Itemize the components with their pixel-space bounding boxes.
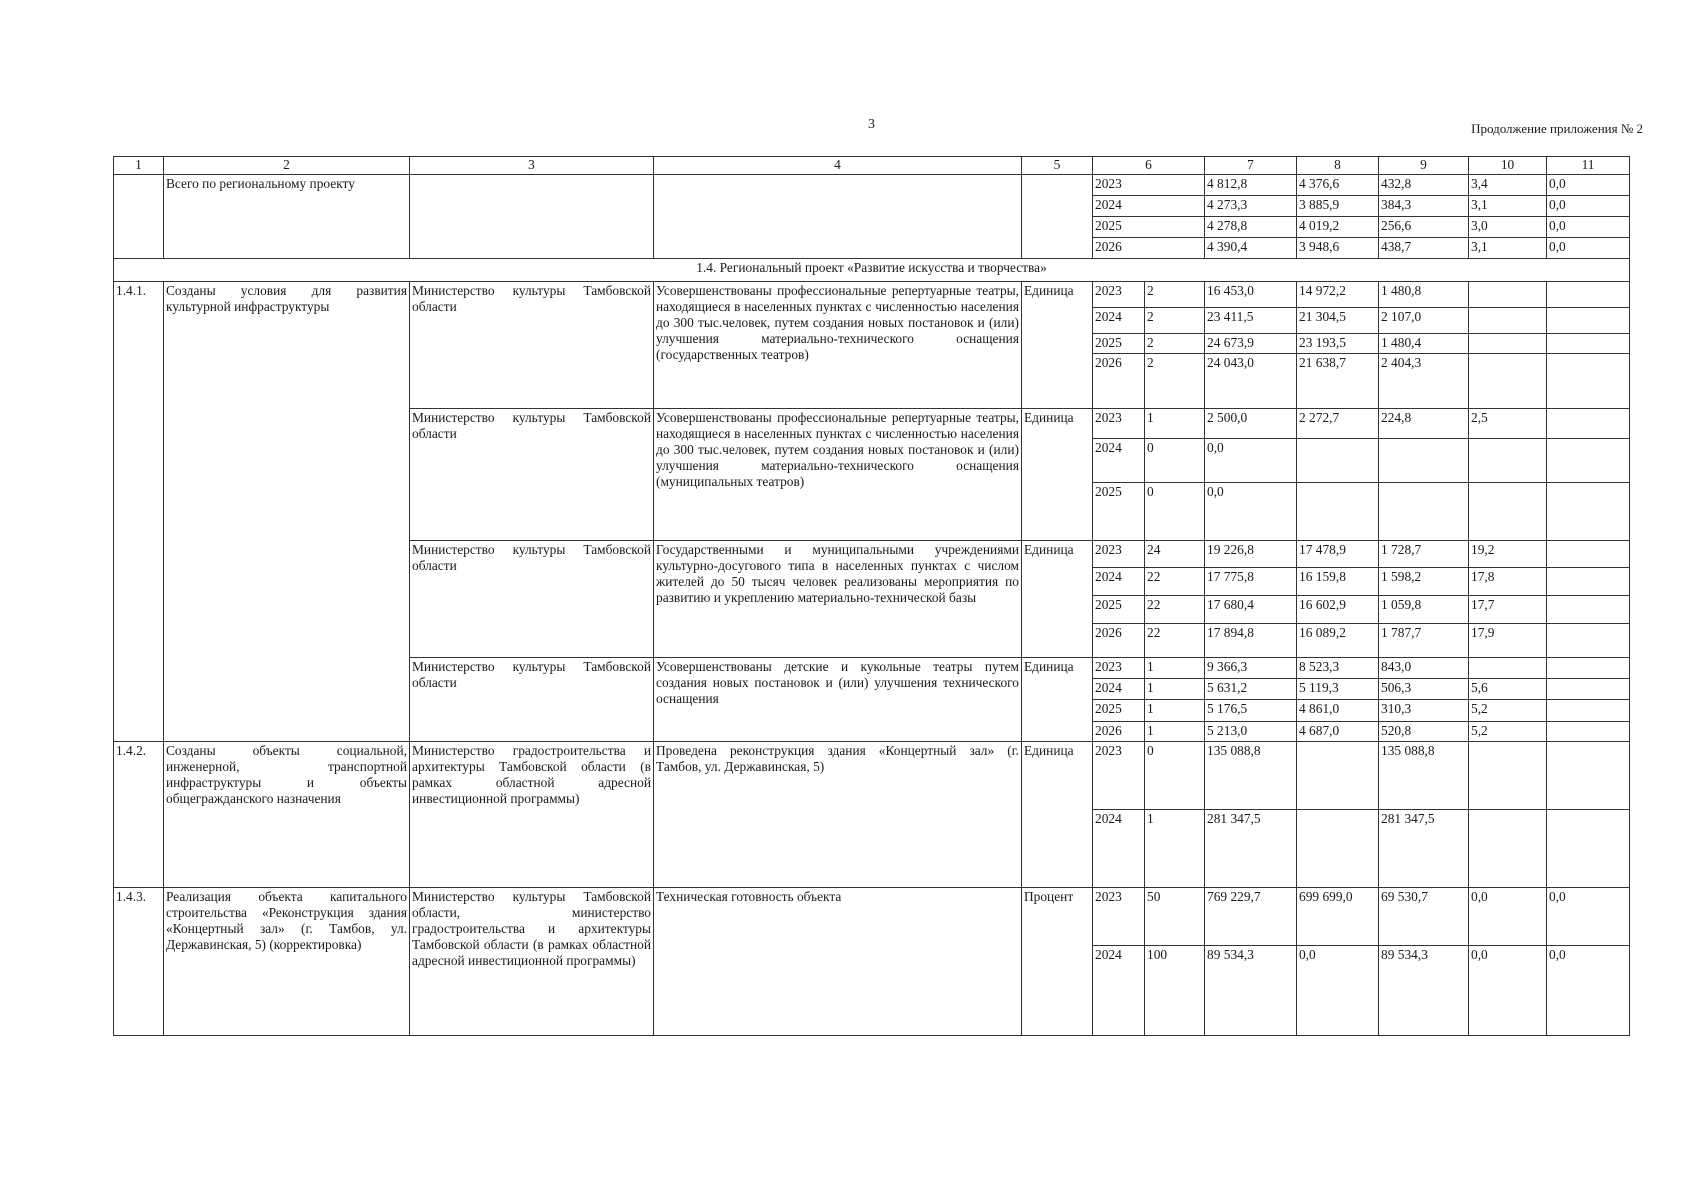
col-header-4: 4 <box>654 157 1022 175</box>
other-funding-cell <box>1547 679 1630 700</box>
federal-funding-cell: 5 119,3 <box>1297 679 1379 700</box>
other-funding-cell: 0,0 <box>1547 888 1630 946</box>
federal-funding-cell: 16 159,8 <box>1297 568 1379 596</box>
local-funding-cell: 3,4 <box>1469 175 1547 196</box>
section-title-row <box>114 259 1630 282</box>
year-cell: 2026 <box>1093 624 1145 658</box>
regional-funding-cell: 2 107,0 <box>1379 308 1469 334</box>
local-funding-cell: 17,8 <box>1469 568 1547 596</box>
year-cell: 2024 <box>1093 568 1145 596</box>
regional-funding-cell: 256,6 <box>1379 217 1469 238</box>
year-cell: 2024 <box>1093 946 1145 1036</box>
other-funding-cell <box>1547 483 1630 541</box>
col-header-7: 7 <box>1205 157 1297 175</box>
regional-funding-cell: 1 728,7 <box>1379 541 1469 568</box>
total-funding-cell: 23 411,5 <box>1205 308 1297 334</box>
total-funding-cell: 4 812,8 <box>1205 175 1297 196</box>
section-title: 1.4. Региональный проект «Развитие искусства и творчества» <box>114 259 1630 282</box>
local-funding-cell: 2,5 <box>1469 409 1547 439</box>
other-funding-cell <box>1547 439 1630 483</box>
responsible-org-cell: Министерство градостроительства и архитектуры Тамбовской области (в рамках областной адресной инвестиционной программы) <box>410 742 654 888</box>
regional-funding-cell: 89 534,3 <box>1379 946 1469 1036</box>
year-cell: 2023 <box>1093 888 1145 946</box>
regional-funding-cell: 1 480,8 <box>1379 282 1469 308</box>
target-value-cell: 22 <box>1145 624 1205 658</box>
indicator-cell <box>654 175 1022 259</box>
year-cell: 2025 <box>1093 483 1145 541</box>
local-funding-cell <box>1469 334 1547 354</box>
local-funding-cell: 3,1 <box>1469 238 1547 259</box>
federal-funding-cell: 4 687,0 <box>1297 722 1379 742</box>
col-header-11: 11 <box>1547 157 1630 175</box>
indicator-cell: Техническая готовность объекта <box>654 888 1022 1036</box>
total-funding-cell: 17 894,8 <box>1205 624 1297 658</box>
regional-funding-cell: 843,0 <box>1379 658 1469 679</box>
target-value-cell: 2 <box>1145 282 1205 308</box>
federal-funding-cell: 4 861,0 <box>1297 700 1379 722</box>
page-number: 3 <box>868 117 875 132</box>
regional-funding-cell: 1 598,2 <box>1379 568 1469 596</box>
regional-funding-cell: 506,3 <box>1379 679 1469 700</box>
total-funding-cell: 4 273,3 <box>1205 196 1297 217</box>
total-funding-cell: 5 631,2 <box>1205 679 1297 700</box>
number-cell <box>114 175 164 259</box>
item-name-cell: Созданы объекты социальной, инженерной, транспортной инфраструктуры и объекты общегражданского назначения <box>164 742 410 888</box>
other-funding-cell <box>1547 810 1630 888</box>
year-cell: 2025 <box>1093 217 1205 238</box>
target-value-cell: 100 <box>1145 946 1205 1036</box>
federal-funding-cell: 3 885,9 <box>1297 196 1379 217</box>
local-funding-cell: 19,2 <box>1469 541 1547 568</box>
org-cell <box>410 175 654 259</box>
program-table <box>113 156 1630 1036</box>
target-value-cell: 0 <box>1145 483 1205 541</box>
total-funding-cell: 4 390,4 <box>1205 238 1297 259</box>
federal-funding-cell: 17 478,9 <box>1297 541 1379 568</box>
total-funding-cell: 0,0 <box>1205 483 1297 541</box>
local-funding-cell <box>1469 282 1547 308</box>
regional-funding-cell: 2 404,3 <box>1379 354 1469 409</box>
target-value-cell: 1 <box>1145 409 1205 439</box>
federal-funding-cell: 4 376,6 <box>1297 175 1379 196</box>
total-funding-cell: 281 347,5 <box>1205 810 1297 888</box>
regional-funding-cell: 520,8 <box>1379 722 1469 742</box>
local-funding-cell <box>1469 439 1547 483</box>
column-number-row <box>114 157 1630 175</box>
table-body <box>114 175 1630 1036</box>
item-number-cell: 1.4.1. <box>114 282 164 742</box>
unit-cell <box>1022 175 1093 259</box>
total-funding-cell: 135 088,8 <box>1205 742 1297 810</box>
item-name-cell: Реализация объекта капитального строительства «Реконструкция здания «Концертный зал» (г. Тамбов, ул. Державинская, 5) (корректировка) <box>164 888 410 1036</box>
local-funding-cell: 3,1 <box>1469 196 1547 217</box>
total-funding-cell: 4 278,8 <box>1205 217 1297 238</box>
local-funding-cell <box>1469 742 1547 810</box>
total-label-cell: Всего по региональному проекту <box>164 175 410 259</box>
regional-funding-cell: 135 088,8 <box>1379 742 1469 810</box>
indicator-cell: Государственными и муниципальными учреждениями культурно-досугового типа в населенных пунктах с числом жителей до 50 тысяч человек реализованы мероприятия по развитию и укреплению материально-технической базы <box>654 541 1022 658</box>
year-cell: 2024 <box>1093 679 1145 700</box>
col-header-6: 6 <box>1093 157 1205 175</box>
federal-funding-cell: 2 272,7 <box>1297 409 1379 439</box>
year-cell: 2025 <box>1093 334 1145 354</box>
local-funding-cell <box>1469 354 1547 409</box>
federal-funding-cell: 21 304,5 <box>1297 308 1379 334</box>
regional-funding-cell: 224,8 <box>1379 409 1469 439</box>
other-funding-cell <box>1547 541 1630 568</box>
federal-funding-cell: 8 523,3 <box>1297 658 1379 679</box>
target-value-cell: 50 <box>1145 888 1205 946</box>
regional-funding-cell: 1 787,7 <box>1379 624 1469 658</box>
federal-funding-cell: 16 089,2 <box>1297 624 1379 658</box>
year-cell: 2025 <box>1093 596 1145 624</box>
total-row <box>114 175 1630 196</box>
item-number-cell: 1.4.2. <box>114 742 164 888</box>
target-value-cell: 1 <box>1145 722 1205 742</box>
indicator-cell: Усовершенствованы детские и кукольные театры путем создания новых постановок и (или) улучшения технического оснащения <box>654 658 1022 742</box>
table-row <box>114 742 1630 810</box>
federal-funding-cell: 14 972,2 <box>1297 282 1379 308</box>
col-header-3: 3 <box>410 157 654 175</box>
total-funding-cell: 16 453,0 <box>1205 282 1297 308</box>
target-value-cell: 2 <box>1145 354 1205 409</box>
responsible-org-cell: Министерство культуры Тамбовской области <box>410 409 654 541</box>
target-value-cell: 1 <box>1145 679 1205 700</box>
local-funding-cell: 0,0 <box>1469 946 1547 1036</box>
regional-funding-cell: 281 347,5 <box>1379 810 1469 888</box>
other-funding-cell <box>1547 722 1630 742</box>
federal-funding-cell: 23 193,5 <box>1297 334 1379 354</box>
total-funding-cell: 0,0 <box>1205 439 1297 483</box>
local-funding-cell <box>1469 483 1547 541</box>
table-row <box>114 888 1630 946</box>
total-funding-cell: 24 673,9 <box>1205 334 1297 354</box>
federal-funding-cell <box>1297 810 1379 888</box>
other-funding-cell <box>1547 282 1630 308</box>
federal-funding-cell <box>1297 439 1379 483</box>
responsible-org-cell: Министерство культуры Тамбовской области <box>410 541 654 658</box>
federal-funding-cell: 16 602,9 <box>1297 596 1379 624</box>
year-cell: 2023 <box>1093 409 1145 439</box>
col-header-10: 10 <box>1469 157 1547 175</box>
local-funding-cell: 0,0 <box>1469 888 1547 946</box>
total-funding-cell: 17 775,8 <box>1205 568 1297 596</box>
col-header-8: 8 <box>1297 157 1379 175</box>
target-value-cell: 2 <box>1145 308 1205 334</box>
year-cell: 2023 <box>1093 742 1145 810</box>
other-funding-cell: 0,0 <box>1547 175 1630 196</box>
federal-funding-cell: 21 638,7 <box>1297 354 1379 409</box>
year-cell: 2026 <box>1093 238 1205 259</box>
responsible-org-cell: Министерство культуры Тамбовской области <box>410 658 654 742</box>
target-value-cell: 24 <box>1145 541 1205 568</box>
total-funding-cell: 17 680,4 <box>1205 596 1297 624</box>
target-value-cell: 22 <box>1145 596 1205 624</box>
other-funding-cell: 0,0 <box>1547 217 1630 238</box>
target-value-cell: 0 <box>1145 439 1205 483</box>
local-funding-cell <box>1469 658 1547 679</box>
year-cell: 2023 <box>1093 541 1145 568</box>
table-row <box>114 282 1630 308</box>
other-funding-cell <box>1547 658 1630 679</box>
year-cell: 2023 <box>1093 175 1205 196</box>
local-funding-cell <box>1469 308 1547 334</box>
local-funding-cell: 17,9 <box>1469 624 1547 658</box>
other-funding-cell <box>1547 742 1630 810</box>
unit-cell: Единица <box>1022 409 1093 541</box>
total-funding-cell: 9 366,3 <box>1205 658 1297 679</box>
regional-funding-cell: 1 059,8 <box>1379 596 1469 624</box>
responsible-org-cell: Министерство культуры Тамбовской области <box>410 282 654 409</box>
federal-funding-cell: 4 019,2 <box>1297 217 1379 238</box>
year-cell: 2024 <box>1093 308 1145 334</box>
other-funding-cell <box>1547 354 1630 409</box>
target-value-cell: 2 <box>1145 334 1205 354</box>
other-funding-cell <box>1547 624 1630 658</box>
col-header-5: 5 <box>1022 157 1093 175</box>
year-cell: 2026 <box>1093 722 1145 742</box>
indicator-cell: Усовершенствованы профессиональные репертуарные театры, находящиеся в населенных пунктах с численностью населения до 300 тыс.человек, путем создания новых постановок и (или) улучшения материально-технического оснащения (государственных театров) <box>654 282 1022 409</box>
total-funding-cell: 5 213,0 <box>1205 722 1297 742</box>
other-funding-cell <box>1547 308 1630 334</box>
unit-cell: Единица <box>1022 282 1093 409</box>
target-value-cell: 1 <box>1145 658 1205 679</box>
regional-funding-cell: 438,7 <box>1379 238 1469 259</box>
federal-funding-cell: 699 699,0 <box>1297 888 1379 946</box>
continuation-note: Продолжение приложения № 2 <box>1471 121 1643 136</box>
regional-funding-cell: 384,3 <box>1379 196 1469 217</box>
year-cell: 2023 <box>1093 282 1145 308</box>
item-number-cell: 1.4.3. <box>114 888 164 1036</box>
year-cell: 2023 <box>1093 658 1145 679</box>
year-cell: 2025 <box>1093 700 1145 722</box>
other-funding-cell: 0,0 <box>1547 946 1630 1036</box>
indicator-cell: Проведена реконструкция здания «Концертный зал» (г. Тамбов, ул. Державинская, 5) <box>654 742 1022 888</box>
total-funding-cell: 19 226,8 <box>1205 541 1297 568</box>
year-cell: 2026 <box>1093 354 1145 409</box>
year-cell: 2024 <box>1093 196 1205 217</box>
other-funding-cell <box>1547 700 1630 722</box>
col-header-9: 9 <box>1379 157 1469 175</box>
responsible-org-cell: Министерство культуры Тамбовской области, министерство градостроительства и архитектуры Тамбовской области (в рамках областной адресной инвестиционной программы) <box>410 888 654 1036</box>
other-funding-cell <box>1547 568 1630 596</box>
local-funding-cell: 5,6 <box>1469 679 1547 700</box>
federal-funding-cell <box>1297 483 1379 541</box>
regional-funding-cell: 1 480,4 <box>1379 334 1469 354</box>
target-value-cell: 1 <box>1145 810 1205 888</box>
other-funding-cell <box>1547 409 1630 439</box>
unit-cell: Процент <box>1022 888 1093 1036</box>
total-funding-cell: 89 534,3 <box>1205 946 1297 1036</box>
total-funding-cell: 5 176,5 <box>1205 700 1297 722</box>
total-funding-cell: 2 500,0 <box>1205 409 1297 439</box>
indicator-cell: Усовершенствованы профессиональные репертуарные театры, находящиеся в населенных пунктах с численностью населения до 300 тыс.человек, путем создания новых постановок и (или) улучшения материально-технического оснащения (муниципальных театров) <box>654 409 1022 541</box>
other-funding-cell: 0,0 <box>1547 196 1630 217</box>
federal-funding-cell: 0,0 <box>1297 946 1379 1036</box>
federal-funding-cell <box>1297 742 1379 810</box>
target-value-cell: 22 <box>1145 568 1205 596</box>
target-value-cell: 0 <box>1145 742 1205 810</box>
other-funding-cell <box>1547 596 1630 624</box>
other-funding-cell: 0,0 <box>1547 238 1630 259</box>
regional-funding-cell: 432,8 <box>1379 175 1469 196</box>
target-value-cell: 1 <box>1145 700 1205 722</box>
unit-cell: Единица <box>1022 742 1093 888</box>
total-funding-cell: 769 229,7 <box>1205 888 1297 946</box>
other-funding-cell <box>1547 334 1630 354</box>
col-header-2: 2 <box>164 157 410 175</box>
local-funding-cell: 17,7 <box>1469 596 1547 624</box>
regional-funding-cell: 69 530,7 <box>1379 888 1469 946</box>
regional-funding-cell <box>1379 483 1469 541</box>
year-cell: 2024 <box>1093 810 1145 888</box>
local-funding-cell: 3,0 <box>1469 217 1547 238</box>
local-funding-cell: 5,2 <box>1469 722 1547 742</box>
total-funding-cell: 24 043,0 <box>1205 354 1297 409</box>
col-header-1: 1 <box>114 157 164 175</box>
local-funding-cell: 5,2 <box>1469 700 1547 722</box>
year-cell: 2024 <box>1093 439 1145 483</box>
federal-funding-cell: 3 948,6 <box>1297 238 1379 259</box>
unit-cell: Единица <box>1022 658 1093 742</box>
local-funding-cell <box>1469 810 1547 888</box>
regional-funding-cell: 310,3 <box>1379 700 1469 722</box>
item-name-cell: Созданы условия для развития культурной инфраструктуры <box>164 282 410 742</box>
unit-cell: Единица <box>1022 541 1093 658</box>
regional-funding-cell <box>1379 439 1469 483</box>
